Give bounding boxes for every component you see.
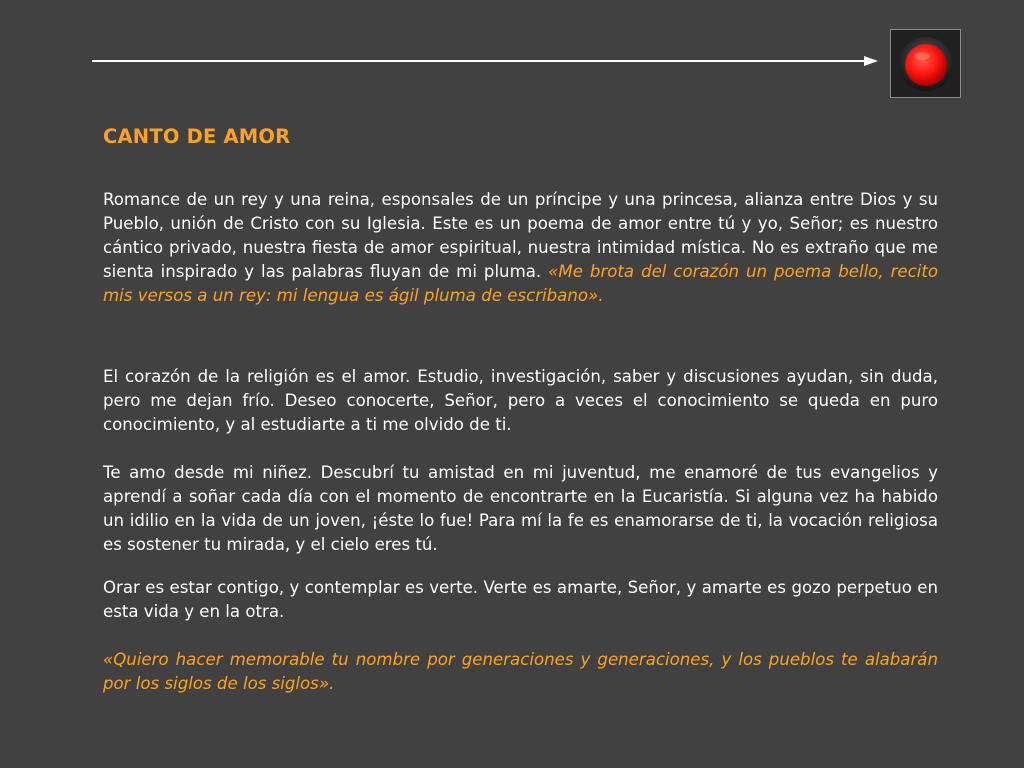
record-button[interactable] [890,29,961,98]
red-circle-icon [891,30,961,98]
paragraph-1-quote: «Me brota del corazón un poema bello, recito mis versos a un rey: mi lengua es ágil pluma de escribano». [103,262,939,305]
closing-quote: «Quiero hacer memorable tu nombre por generaciones y generaciones, y los pueblos te alabarán por los siglos de los siglos». [103,650,938,693]
paragraph-2: El corazón de la religión es el amor. Estudio, investigación, saber y discusiones ayudan, sin duda, pero me dejan frío. Deseo conocerte, Señor, pero a veces el conocimiento se queda en puro conocimiento, y al estudiarte a ti me olvido de ti. [103,367,938,434]
paragraph-4: Orar es estar contigo, y contemplar es verte. Verte es amarte, Señor, y amarte es gozo perpetuo en esta vida y en la otra. [103,578,938,621]
paragraph-1-text: Romance de un rey y una reina, esponsales de un príncipe y una princesa, alianza entre Dios y su Pueblo, unión de Cristo con su Iglesia. Este es un poema de amor entre tú y yo, Señor; es nuestro cántico privado, nuestra fiesta de amor espiritual, nuestra intimidad mística. No es extraño que me sienta inspirado y las palabras fluyan de mi pluma. [103,190,938,281]
paragraph-1 [103,188,938,308]
page-title: CANTO DE AMOR [103,125,291,148]
paragraph-3: Te amo desde mi niñez. Descubrí tu amistad en mi juventud, me enamoré de tus evangelios y aprendí a soñar cada día con el momento de encontrarte en la Eucaristía. Si alguna vez ha habido un idilio en la vida de un joven, ¡éste lo fue! Para mí la fe es enamorarse de ti, la vocación religiosa es sostener tu mirada, y el cielo eres tú. [103,463,938,554]
right-arrow-icon [92,54,878,68]
